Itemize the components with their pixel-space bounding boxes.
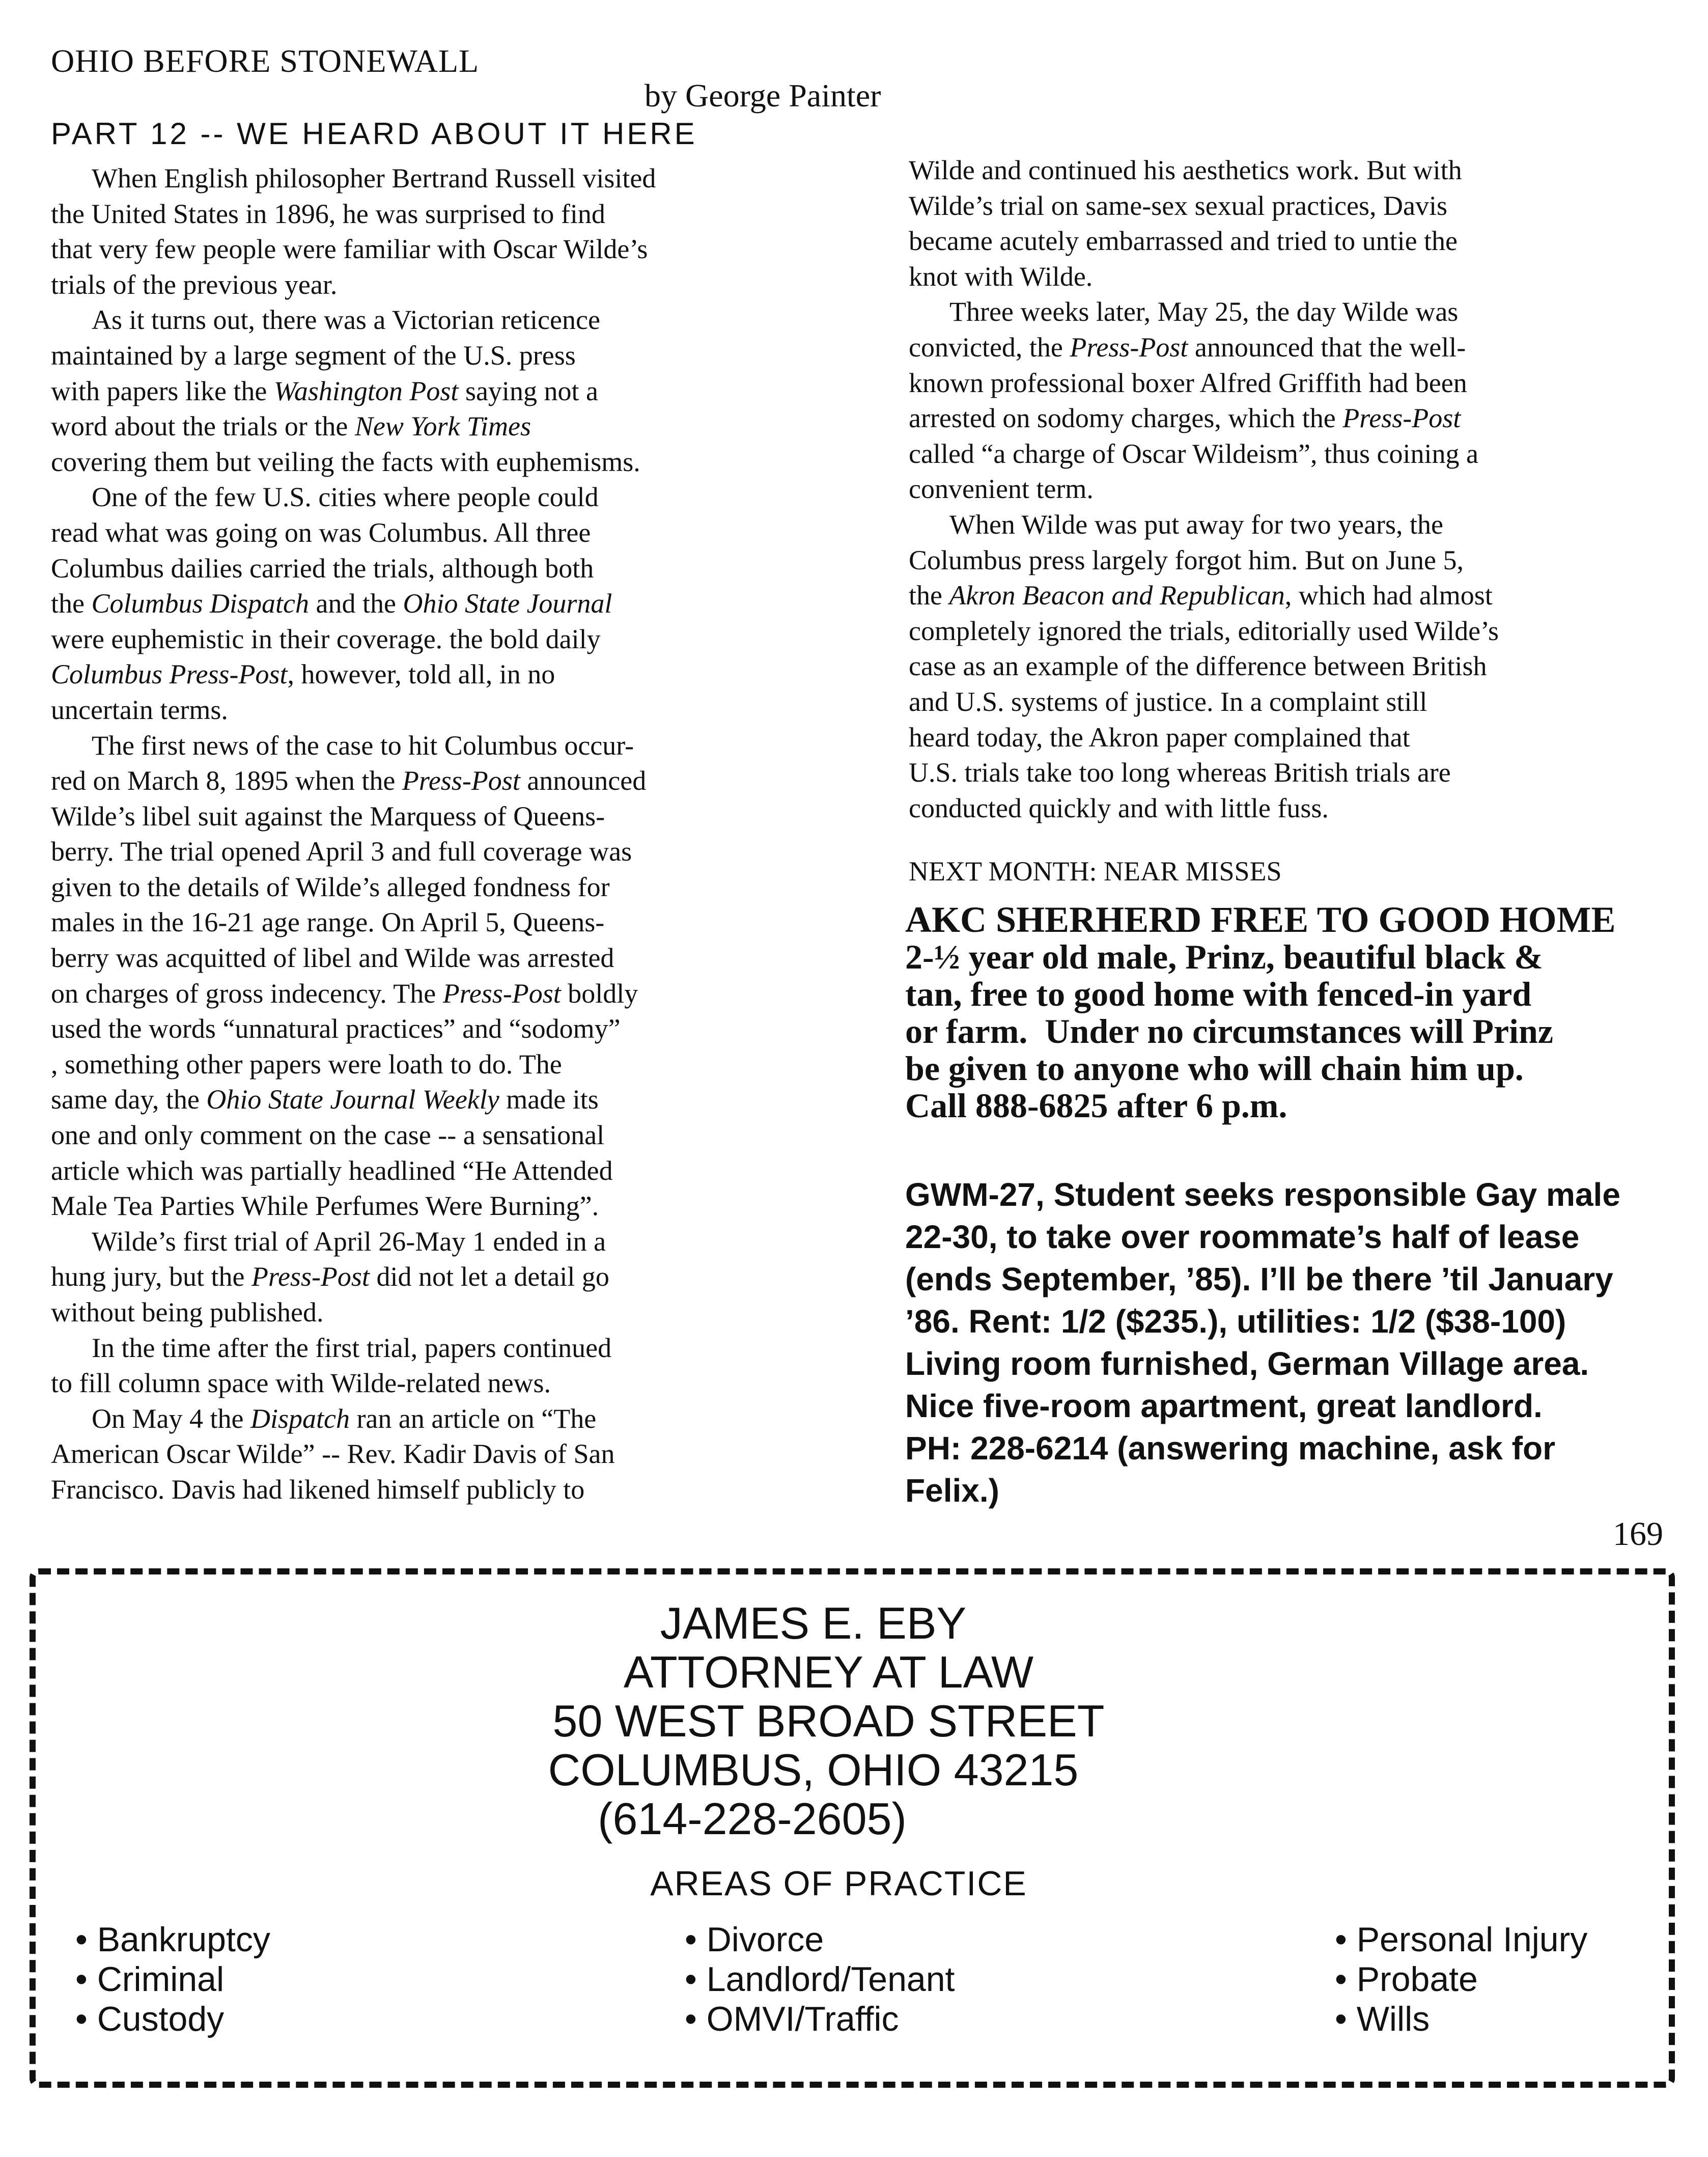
classified-ad-dog-title: AKC SHERHERD FREE TO GOOD HOME [905,899,1616,940]
attorney-title: ATTORNEY AT LAW [623,1647,1034,1697]
practice-area: • Probate [1335,1959,1587,1999]
classified-ad-dog-body: 2-½ year old male, Prinz, beautiful black & tan, free to good home with fenced-in yard or farm. Under no circumstances will Prinz be given to anyone who will chain him up. Call 888-6825 after 6 p.m. [905,937,1553,1125]
attorney-street: 50 WEST BROAD STREET [552,1696,1105,1746]
practice-area: • OMVI/Traffic [685,1999,955,2039]
practice-list-3 [1335,1920,1587,2039]
page-number: 169 [1613,1515,1663,1553]
classified-ad-dog [905,901,1679,1124]
article-paragraph: Wilde’s first trial of April 26-May 1 ended in a hung jury, but the Press-Post did not let a detail go without being published. [51,1226,609,1328]
article-paragraph: As it turns out, there was a Victorian reticence maintained by a large segment of the U.S. press with papers like the Washington Post saying not a word about the trials or the New York Times covering them but veiling the facts with euphemisms. [51,305,640,477]
attorney-name: JAMES E. EBY [660,1598,967,1648]
areas-of-practice-heading: AREAS OF PRACTICE [650,1864,1027,1903]
article-paragraph: On May 4 the Dispatch ran an article on “The American Oscar Wilde” -- Rev. Kadir Davis of San Francisco. Davis had likened himself publicly to [51,1403,615,1505]
article-column-2 [909,153,1672,826]
practice-list-2 [685,1920,955,2039]
practice-area: • Custody [75,1999,270,2039]
practice-area: • Wills [1335,1999,1587,2039]
article-paragraph: When Wilde was put away for two years, the Columbus press largely forgot him. But on June 5, the Akron Beacon and Republican, which had almost completely ignored the trials, editorially used Wilde’s case as an example of the difference between British and U.S. systems of justice. In a complaint still heard today, the Akron paper complained that U.S. trials take too long whereas British trials are conducted quickly and with little fuss. [909,509,1499,823]
article-part-heading: PART 12 -- WE HEARD ABOUT IT HERE [51,117,697,151]
practice-area: • Criminal [75,1959,270,1999]
practice-area: • Bankruptcy [75,1920,270,1959]
practice-area: • Divorce [685,1920,955,1959]
article-paragraph: When English philosopher Bertrand Russell visited the United States in 1896, he was surprised to find that very few people were familiar with Oscar Wilde’s trials of the previous year. [51,163,656,300]
attorney-city: COLUMBUS, OHIO 43215 [548,1745,1079,1795]
classified-ad-roommate: GWM-27, Student seeks responsible Gay male 22-30, to take over roommate’s half of lease (ends September, ’85). I’ll be there ’til January ’86. Rent: 1/2 ($235.), utilities: 1/2 ($38-100) Living room furnished, German Village area. Nice five-room apartment, great landlord. PH: 228-6214 (answering machine, ask for Felix.) [905,1176,1620,1509]
article-paragraph: One of the few U.S. cities where people could read what was going on was Columbus. All three Columbus dailies carried the trials, although both the Columbus Dispatch and the Ohio State Journal were euphemistic in their coverage. the bold daily Columbus Press-Post, however, told all, in no uncertain terms. [51,482,612,725]
practice-area: • Personal Injury [1335,1920,1587,1959]
practice-area: • Landlord/Tenant [685,1959,955,1999]
practice-list-1 [75,1920,270,2039]
attorney-phone: (614-228-2605) [598,1793,907,1844]
article-column-1 [51,161,845,1508]
article-paragraph: Three weeks later, May 25, the day Wilde was convicted, the Press-Post announced that the well- known professional boxer Alfred Griffith had been arrested on sodomy charges, which the Press-Post called “a charge of Oscar Wildeism”, thus coining a convenient term. [909,296,1478,505]
article-byline: by George Painter [645,77,881,114]
attorney-ad-header [0,1599,1708,1843]
article-paragraph: In the time after the first trial, papers continued to fill column space with Wilde-related news. [51,1332,612,1399]
article-title: OHIO BEFORE STONEWALL [51,43,480,79]
article-paragraph: Wilde and continued his aesthetics work. But with Wilde’s trial on same-sex sexual practices, Davis became acutely embarrassed and tried to untie the knot with Wilde. [909,155,1462,292]
article-paragraph: The first news of the case to hit Columbus occur- red on March 8, 1895 when the Press-Post announced Wilde’s libel suit against the Marquess of Queens- berry. The trial opened April 3 and full coverage was given to the details of Wilde’s alleged fondness for males in the 16-21 age range. On April 5, Queens- berry was acquitted of libel and Wilde was arrested on charges of gross indecency. The Press-Post boldly used the words “unnatural practices” and “sodomy” , something other papers were loath to do. The same day, the Ohio State Journal Weekly made its one and only comment on the case -- a sensational article which was partially headlined “He Attended Male Tea Parties While Perfumes Were Burning”. [51,730,647,1222]
next-month-teaser: NEXT MONTH: NEAR MISSES [909,856,1282,887]
